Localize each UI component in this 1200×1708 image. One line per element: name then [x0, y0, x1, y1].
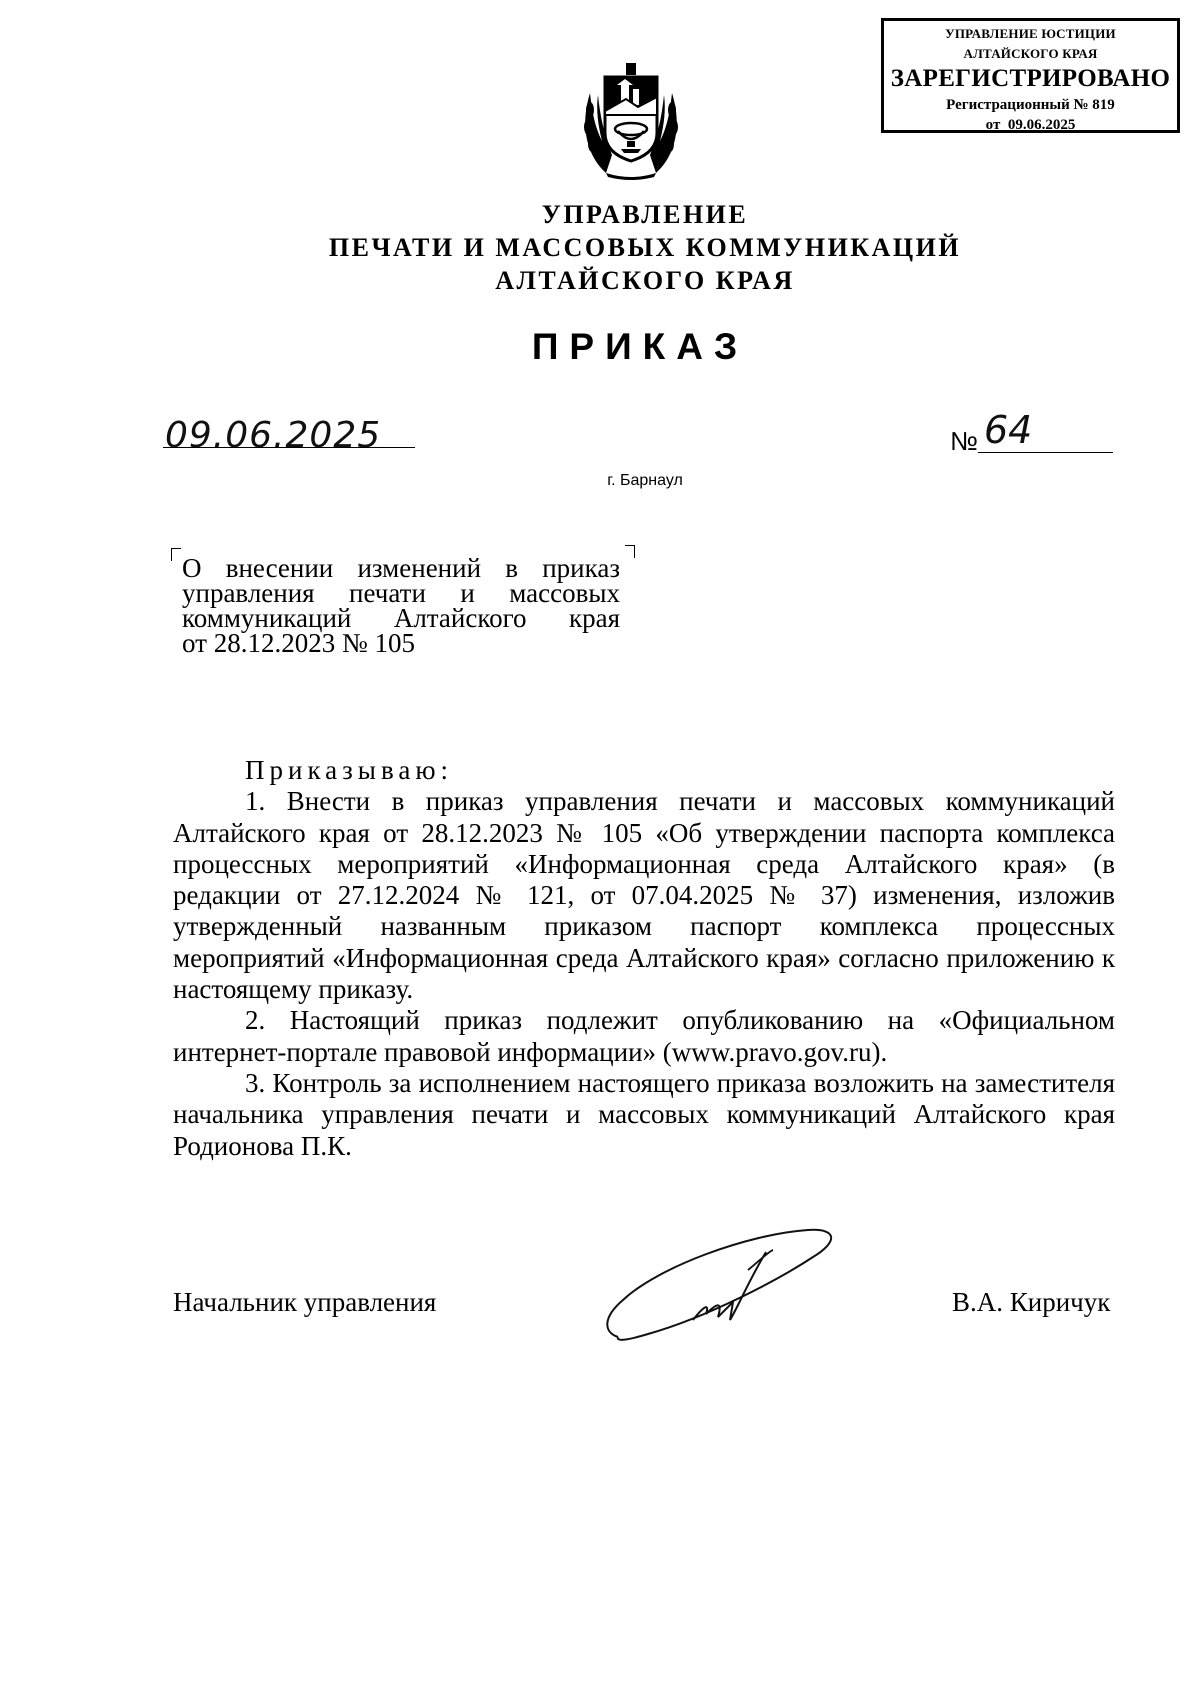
signatory-role: Начальник управления — [173, 1287, 437, 1317]
document-subject — [182, 553, 620, 658]
document-date: 09.06.2025 — [165, 415, 382, 456]
coat-of-arms-icon — [576, 55, 686, 181]
stamp-reg-number: Регистрационный № 819 — [946, 97, 1115, 113]
order-item-2: 2. Настоящий приказ подлежит опубликованию на «Официальном интернет-портале правовой информации» (www.pravo.gov.ru). — [173, 1005, 1115, 1067]
org-name-line2: ПЕЧАТИ И МАССОВЫХ КОММУНИКАЦИЙ — [328, 233, 962, 262]
subject-bracket-right — [625, 545, 635, 558]
subject-line: управления печати и массовых — [182, 578, 620, 608]
document-number: 64 — [984, 408, 1033, 452]
subject-line: коммуникаций Алтайского края — [182, 603, 620, 633]
document-body — [173, 755, 1115, 1162]
order-item-1: 1. Внести в приказ управления печати и массовых коммуникаций Алтайского края от 28.12.2023 № 105 «Об утверждении паспорта комплекса процессных мероприятий «Информационная среда Алтайского края» (в редакции от 27.12.2024 № 121, от 07.04.2025 № 37) изменения, изложив утвержденный названным приказом паспорт комплекса процессных мероприятий «Информационная среда Алтайского края» согласно приложению к настоящему приказу. — [173, 786, 1115, 1005]
order-word: Приказываю: — [245, 755, 453, 785]
signatory-name: В.А. Киричук — [952, 1287, 1111, 1317]
stamp-reg-date: от 09.06.2025 — [985, 117, 1076, 133]
stamp-status: ЗАРЕГИСТРИРОВАНО — [890, 65, 1171, 92]
stamp-department: УПРАВЛЕНИЕ ЮСТИЦИИ — [945, 26, 1116, 41]
registration-stamp — [881, 18, 1180, 133]
number-underline — [978, 452, 1113, 453]
order-item-3: 3. Контроль за исполнением настоящего приказа возложить на заместителя начальника управления печати и массовых коммуникаций Алтайского края Родионова П.К. — [173, 1067, 1115, 1161]
number-label: № — [950, 426, 978, 456]
org-name-line3: АЛТАЙСКОГО КРАЯ — [495, 266, 795, 295]
subject-line: от 28.12.2023 № 105 — [182, 628, 415, 658]
document-title: ПРИКАЗ — [531, 326, 749, 367]
subject-line: О внесении изменений в приказ — [182, 553, 620, 583]
handwritten-signature — [598, 1222, 848, 1352]
date-underline — [163, 447, 415, 448]
stamp-region: АЛТАЙСКОГО КРАЯ — [963, 46, 1098, 61]
org-name-line1: УПРАВЛЕНИЕ — [541, 200, 749, 229]
city: г. Барнаул — [607, 472, 683, 489]
subject-bracket-left — [171, 548, 181, 561]
